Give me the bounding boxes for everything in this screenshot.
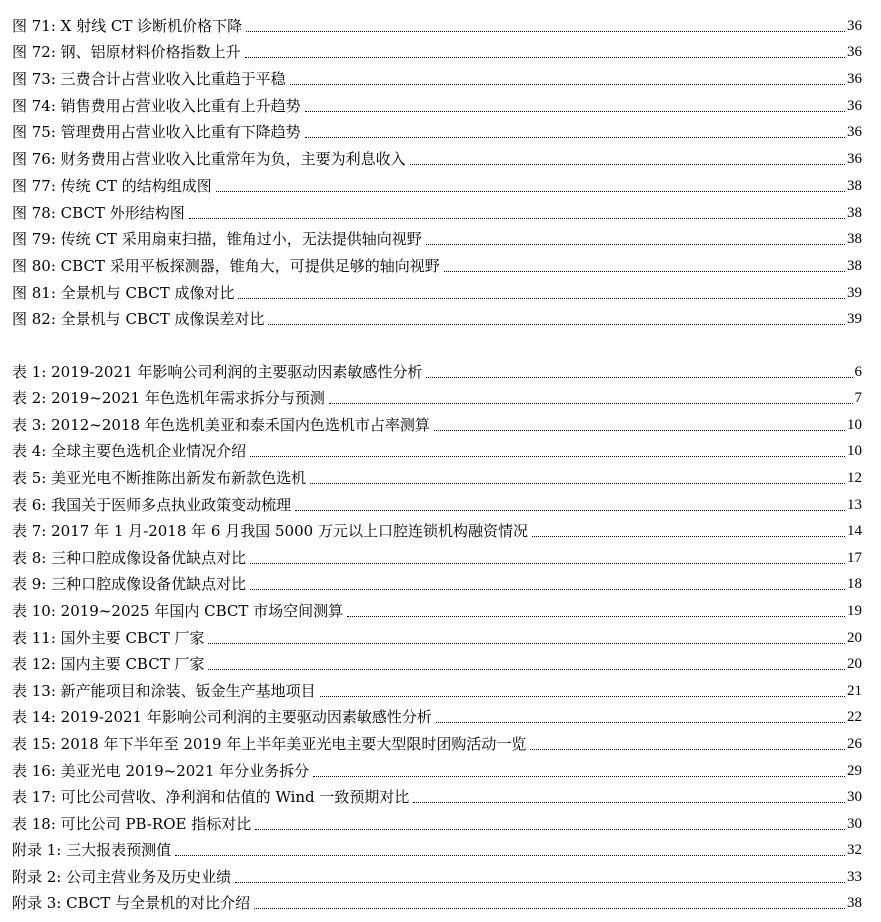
- toc-entry-label[interactable]: 表 5: 美亚光电不断推陈出新发布新款色选机: [12, 468, 307, 487]
- toc-entry-label[interactable]: 图 79: 传统 CT 采用扇束扫描，锥角过小，无法提供轴向视野: [12, 230, 422, 249]
- toc-entry-label[interactable]: 附录 3: CBCT 与全景机的对比介绍: [12, 894, 251, 913]
- toc-entry-page[interactable]: 6: [854, 363, 862, 380]
- toc-entry-table-12[interactable]: [12, 647, 862, 674]
- dot-leader: [310, 483, 845, 484]
- dot-leader: [245, 57, 845, 58]
- toc-entry-label[interactable]: 图 78: CBCT 外形结构图: [12, 203, 185, 222]
- dot-leader: [426, 377, 852, 378]
- toc-entry-table-15[interactable]: [12, 726, 862, 753]
- toc-entry-figure-80[interactable]: [12, 248, 862, 275]
- dot-leader: [313, 776, 845, 777]
- toc-entry-figure-79[interactable]: [12, 222, 862, 249]
- toc-entry-page[interactable]: 38: [847, 204, 862, 221]
- toc-entry-table-18[interactable]: [12, 806, 862, 833]
- toc-entry-table-6[interactable]: [12, 487, 862, 514]
- figure-list: [12, 8, 862, 328]
- dot-leader: [532, 536, 845, 537]
- toc-entry-label[interactable]: 表 1: 2019-2021 年影响公司利润的主要驱动因素敏感性分析: [12, 362, 423, 381]
- dot-leader: [235, 882, 845, 883]
- toc-entry-table-11[interactable]: [12, 620, 862, 647]
- toc-entry-table-4[interactable]: [12, 434, 862, 461]
- toc-entry-page[interactable]: 33: [847, 868, 862, 885]
- toc-entry-figure-77[interactable]: [12, 168, 862, 195]
- toc-entry-page[interactable]: 21: [847, 682, 862, 699]
- toc-entry-label[interactable]: 表 11: 国外主要 CBCT 厂家: [12, 628, 205, 647]
- toc-entry-page[interactable]: 12: [847, 469, 862, 486]
- dot-leader: [268, 324, 845, 325]
- toc-entry-label[interactable]: 图 73: 三费合计占营业收入比重趋于平稳: [12, 70, 286, 89]
- toc-entry-label[interactable]: 图 80: CBCT 采用平板探测器，锥角大，可提供足够的轴向视野: [12, 256, 440, 275]
- dot-leader: [246, 31, 845, 32]
- dot-leader: [413, 802, 845, 803]
- toc-entry-figure-74[interactable]: [12, 88, 862, 115]
- toc-entry-label[interactable]: 图 77: 传统 CT 的结构组成图: [12, 176, 212, 195]
- toc-entry-page[interactable]: 10: [847, 416, 862, 433]
- toc-entry-label[interactable]: 表 18: 可比公司 PB-ROE 指标对比: [12, 814, 252, 833]
- toc-entry-page[interactable]: 18: [847, 576, 862, 593]
- toc-entry-appendix-3[interactable]: [12, 886, 862, 913]
- toc-entry-table-10[interactable]: [12, 593, 862, 620]
- toc-entry-figure-78[interactable]: [12, 195, 862, 222]
- dot-leader: [305, 111, 845, 112]
- toc-entry-label[interactable]: 图 72: 钢、铝原材料价格指数上升: [12, 43, 241, 62]
- dot-leader: [434, 430, 845, 431]
- toc-entry-page[interactable]: 26: [847, 735, 862, 752]
- toc-entry-page[interactable]: 20: [847, 656, 862, 673]
- toc-entry-table-1[interactable]: [12, 354, 862, 381]
- toc-entry-page[interactable]: 39: [847, 311, 862, 328]
- toc-entry-label[interactable]: 图 76: 财务费用占营业收入比重常年为负，主要为利息收入: [12, 150, 406, 169]
- toc-entry-table-17[interactable]: [12, 780, 862, 807]
- toc-entry-table-7[interactable]: [12, 514, 862, 541]
- toc-entry-label[interactable]: 表 9: 三种口腔成像设备优缺点对比: [12, 575, 247, 594]
- toc-entry-figure-82[interactable]: [12, 302, 862, 329]
- toc-entry-page[interactable]: 38: [847, 231, 862, 248]
- dot-leader: [208, 643, 845, 644]
- toc-entry-page[interactable]: 38: [847, 177, 862, 194]
- toc-entry-label[interactable]: 表 3: 2012~2018 年色选机美亚和泰禾国内色选机市占率测算: [12, 415, 430, 434]
- dot-leader: [320, 696, 845, 697]
- dot-leader: [347, 616, 845, 617]
- toc-entry-page[interactable]: 14: [847, 523, 862, 540]
- dot-leader: [255, 829, 845, 830]
- dot-leader: [329, 403, 853, 404]
- toc-entry-page[interactable]: 20: [847, 629, 862, 646]
- toc-entry-label[interactable]: 表 4: 全球主要色选机企业情况介绍: [12, 442, 247, 461]
- toc-entry-table-9[interactable]: [12, 567, 862, 594]
- dot-leader: [208, 669, 845, 670]
- toc-entry-table-5[interactable]: [12, 460, 862, 487]
- toc-entry-label[interactable]: 图 81: 全景机与 CBCT 成像对比: [12, 283, 235, 302]
- toc-entry-page[interactable]: 17: [847, 549, 862, 566]
- toc-entry-table-3[interactable]: [12, 407, 862, 434]
- toc-entry-page[interactable]: 36: [847, 151, 862, 168]
- toc-entry-page[interactable]: 22: [847, 709, 862, 726]
- toc-entry-label[interactable]: 表 16: 美亚光电 2019~2021 年分业务拆分: [12, 761, 310, 780]
- toc-entry-figure-73[interactable]: [12, 61, 862, 88]
- dot-leader: [250, 456, 845, 457]
- toc-entry-page[interactable]: 10: [847, 443, 862, 460]
- table-list: [12, 354, 862, 912]
- toc-entry-page[interactable]: 36: [847, 97, 862, 114]
- toc-entry-page[interactable]: 29: [847, 762, 862, 779]
- toc-entry-table-8[interactable]: [12, 540, 862, 567]
- dot-leader: [238, 298, 845, 299]
- dot-leader: [305, 137, 845, 138]
- toc-entry-label[interactable]: 表 2: 2019~2021 年色选机年需求拆分与预测: [12, 389, 325, 408]
- dot-leader: [444, 271, 845, 272]
- toc-entry-figure-72[interactable]: [12, 35, 862, 62]
- toc-entry-label[interactable]: 表 6: 我国关于医师多点执业政策变动梳理: [12, 495, 292, 514]
- toc-entry-table-14[interactable]: [12, 700, 862, 727]
- toc-entry-page[interactable]: 38: [847, 257, 862, 274]
- toc-entry-page[interactable]: 30: [847, 789, 862, 806]
- toc-entry-label[interactable]: 附录 1: 三大报表预测值: [12, 841, 172, 860]
- toc-entry-label[interactable]: 图 71: X 射线 CT 诊断机价格下降: [12, 16, 243, 35]
- toc-entry-figure-71[interactable]: [12, 8, 862, 35]
- toc-entry-label[interactable]: 表 12: 国内主要 CBCT 厂家: [12, 655, 205, 674]
- dot-leader: [290, 84, 845, 85]
- toc-entry-label[interactable]: 附录 2: 公司主营业务及历史业绩: [12, 867, 232, 886]
- toc-entry-page[interactable]: 7: [854, 390, 862, 407]
- toc-entry-appendix-1[interactable]: [12, 833, 862, 860]
- toc-entry-page[interactable]: 36: [847, 17, 862, 34]
- dot-leader: [254, 908, 845, 909]
- toc-entry-appendix-2[interactable]: [12, 859, 862, 886]
- dot-leader: [250, 589, 845, 590]
- toc-entry-label[interactable]: 表 14: 2019-2021 年影响公司利润的主要驱动因素敏感性分析: [12, 708, 432, 727]
- toc-entry-figure-75[interactable]: [12, 115, 862, 142]
- toc-entry-page[interactable]: 36: [847, 71, 862, 88]
- toc-entry-table-16[interactable]: [12, 753, 862, 780]
- toc-entry-label[interactable]: 表 8: 三种口腔成像设备优缺点对比: [12, 548, 247, 567]
- dot-leader: [250, 563, 845, 564]
- toc-entry-page[interactable]: 30: [847, 815, 862, 832]
- toc-entry-label[interactable]: 表 7: 2017 年 1 月-2018 年 6 月我国 5000 万元以上口腔连锁机构融资情况: [12, 522, 528, 541]
- toc-entry-figure-76[interactable]: [12, 141, 862, 168]
- dot-leader: [216, 191, 845, 192]
- toc-entry-label[interactable]: 图 82: 全景机与 CBCT 成像误差对比: [12, 310, 265, 329]
- dot-leader: [189, 218, 845, 219]
- toc-entry-label[interactable]: 表 17: 可比公司营收、净利润和估值的 Wind 一致预期对比: [12, 788, 410, 807]
- dot-leader: [426, 244, 845, 245]
- toc-entry-page[interactable]: 39: [847, 284, 862, 301]
- toc-entry-page[interactable]: 38: [847, 895, 862, 912]
- toc-entry-page[interactable]: 13: [847, 496, 862, 513]
- toc-entry-table-2[interactable]: [12, 381, 862, 408]
- toc-entry-label[interactable]: 表 13: 新产能项目和涂装、钣金生产基地项目: [12, 681, 316, 700]
- dot-leader: [175, 855, 845, 856]
- dot-leader: [295, 510, 845, 511]
- dot-leader: [530, 749, 845, 750]
- toc-entry-label[interactable]: 图 74: 销售费用占营业收入比重有上升趋势: [12, 96, 301, 115]
- toc-entry-page[interactable]: 36: [847, 124, 862, 141]
- toc-entry-page[interactable]: 32: [847, 842, 862, 859]
- toc-entry-page[interactable]: 19: [847, 602, 862, 619]
- dot-leader: [436, 722, 845, 723]
- dot-leader: [410, 164, 845, 165]
- toc-entry-table-13[interactable]: [12, 673, 862, 700]
- toc-entry-page[interactable]: 36: [847, 44, 862, 61]
- toc-entry-figure-81[interactable]: [12, 275, 862, 302]
- toc-entry-label[interactable]: 表 15: 2018 年下半年至 2019 年上半年美亚光电主要大型限时团购活动一览: [12, 734, 527, 753]
- toc-entry-label[interactable]: 表 10: 2019~2025 年国内 CBCT 市场空间测算: [12, 601, 344, 620]
- toc-entry-label[interactable]: 图 75: 管理费用占营业收入比重有下降趋势: [12, 123, 301, 142]
